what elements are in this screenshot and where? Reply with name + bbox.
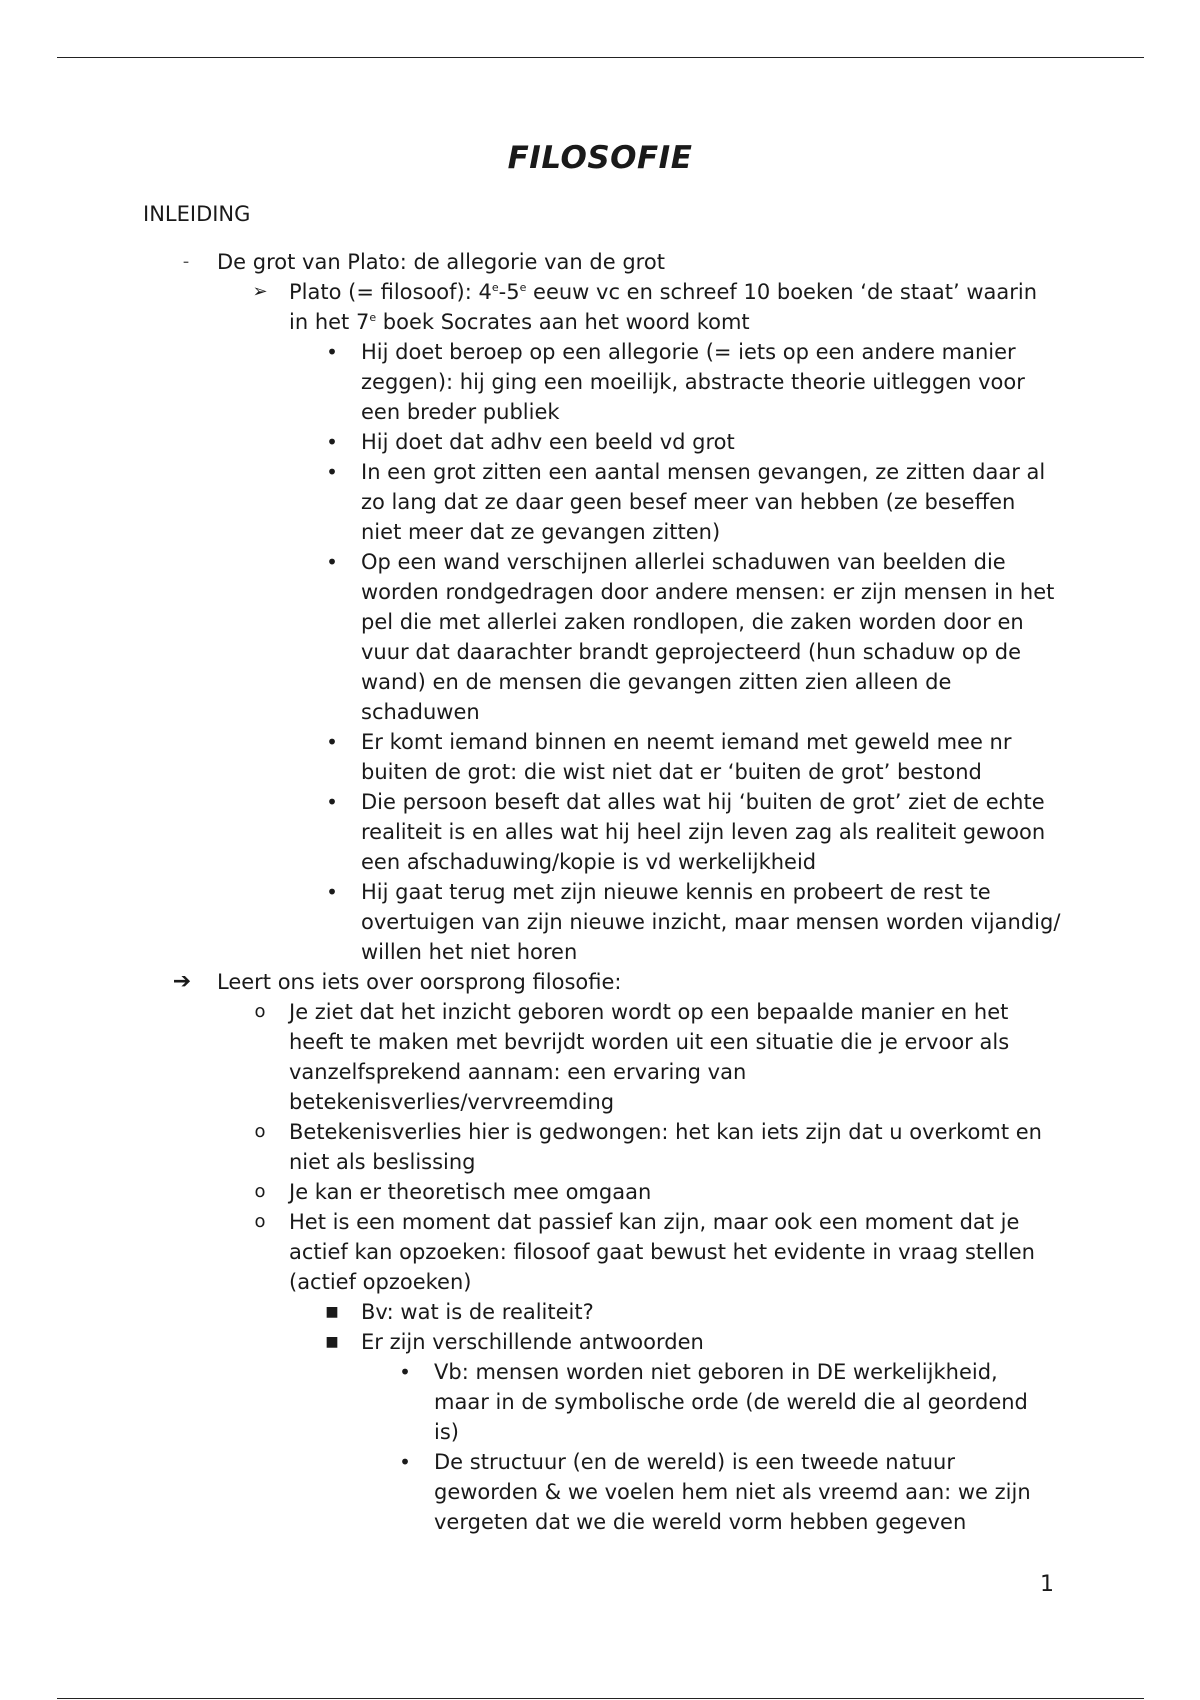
list-item-text: Hij doet beroep op een allegorie (= iets op een andere manier zeggen): hij ging een moeilijk, abstracte theorie uitleggen voor een breder publiek: [361, 340, 1025, 424]
bullet-icon: •: [326, 730, 338, 754]
list-item: [326, 547, 1061, 727]
list-item-text: Het is een moment dat passief kan zijn, maar ook een moment dat je actief kan opzoeken: filosoof gaat bewust het evidente in vraag stellen (actief opzoeken): [289, 1210, 1035, 1294]
list-item: [399, 1447, 1059, 1537]
circle-bullet-icon: o: [254, 1001, 266, 1022]
list-item: [326, 337, 1061, 427]
page-number: 1: [1040, 1572, 1054, 1597]
bullet-icon: •: [326, 550, 338, 574]
footer-rule: [57, 1698, 1144, 1699]
bullet-icon: •: [399, 1450, 411, 1474]
page-title: FILOSOFIE: [507, 140, 693, 176]
list-item-text: Die persoon beseft dat alles wat hij ‘buiten de grot’ ziet de echte realiteit is en alles wat hij heel zijn leven zag als realiteit gewoon een afschaduwing/kopie is vd werkelijkheid: [361, 790, 1046, 874]
circle-bullet-icon: o: [254, 1211, 266, 1232]
list-item: [326, 457, 1061, 547]
list-item: [325, 1327, 1061, 1357]
bullet-icon: •: [326, 340, 338, 364]
list-item-text: Er zijn verschillende antwoorden: [361, 1330, 704, 1354]
square-bullet-icon: ■: [325, 1334, 339, 1350]
list-item: [326, 427, 1061, 457]
list-item-text: Er komt iemand binnen en neemt iemand met geweld mee nr buiten de grot: die wist niet dat er ‘buiten de grot’ bestond: [361, 730, 1012, 784]
list-item: [325, 1297, 1061, 1327]
list-item: [326, 787, 1061, 877]
document-body: [0, 247, 1200, 1537]
right-arrow-icon: ➔: [172, 969, 192, 994]
section-heading: INLEIDING: [143, 202, 251, 226]
list-item: [326, 727, 1061, 787]
dash-icon: -: [182, 251, 190, 272]
list-item: [254, 997, 1059, 1117]
list-item: [172, 967, 1067, 997]
list-item: [399, 1357, 1059, 1447]
list-item-text: Hij doet dat adhv een beeld vd grot: [361, 430, 735, 454]
circle-bullet-icon: o: [254, 1121, 266, 1142]
header-rule: [57, 57, 1144, 58]
bullet-icon: •: [326, 430, 338, 454]
list-item-text: Op een wand verschijnen allerlei schaduwen van beelden die worden rondgedragen door andere mensen: er zijn mensen in het pel die met allerlei zaken rondlopen, die zaken worden door en vuur dat daarachter brandt geprojecteerd (hun schaduw op de wand) en de mensen die gevangen zitten zien alleen de schaduwen: [361, 550, 1055, 724]
bullet-icon: •: [399, 1360, 411, 1384]
list-item-text: In een grot zitten een aantal mensen gevangen, ze zitten daar al zo lang dat ze daar geen besef meer van hebben (ze beseffen niet meer dat ze gevangen zitten): [361, 460, 1046, 544]
list-item: [254, 1177, 1059, 1207]
list-item: [326, 877, 1061, 967]
list-item: [254, 1207, 1059, 1297]
list-item: [182, 247, 1067, 277]
list-item: [254, 1117, 1059, 1177]
list-item-text: Betekenisverlies hier is gedwongen: het kan iets zijn dat u overkomt en niet als beslissing: [289, 1120, 1042, 1174]
list-item-text: Hij gaat terug met zijn nieuwe kennis en probeert de rest te overtuigen van zijn nieuwe inzicht, maar mensen worden vijandig/ willen het niet horen: [361, 880, 1061, 964]
list-item-text: Vb: mensen worden niet geboren in DE werkelijkheid, maar in de symbolische orde (de wereld die al geordend is): [434, 1360, 1028, 1444]
bullet-icon: •: [326, 460, 338, 484]
circle-bullet-icon: o: [254, 1181, 266, 1202]
square-bullet-icon: ■: [325, 1304, 339, 1320]
list-item-text: Bv: wat is de realiteit?: [361, 1300, 594, 1324]
bullet-icon: •: [326, 790, 338, 814]
list-item: [252, 277, 1059, 337]
list-item-text: Leert ons iets over oorsprong filosofie:: [217, 970, 622, 994]
bullet-icon: •: [326, 880, 338, 904]
list-item-text: De grot van Plato: de allegorie van de grot: [217, 250, 665, 274]
arrowhead-icon: ➢: [252, 281, 268, 302]
list-item-text: Plato (= filosoof): 4e-5e eeuw vc en schreef 10 boeken ‘de staat’ waarin in het 7e boek Socrates aan het woord komt: [289, 280, 1038, 334]
list-item-text: Je kan er theoretisch mee omgaan: [289, 1180, 652, 1204]
list-item-text: De structuur (en de wereld) is een tweede natuur geworden & we voelen hem niet als vreemd aan: we zijn vergeten dat we die wereld vorm hebben gegeven: [434, 1450, 1031, 1534]
list-item-text: Je ziet dat het inzicht geboren wordt op een bepaalde manier en het heeft te maken met bevrijdt worden uit een situatie die je ervoor als vanzelfsprekend aannam: een ervaring van betekenisverlies/vervreemding: [289, 1000, 1010, 1114]
